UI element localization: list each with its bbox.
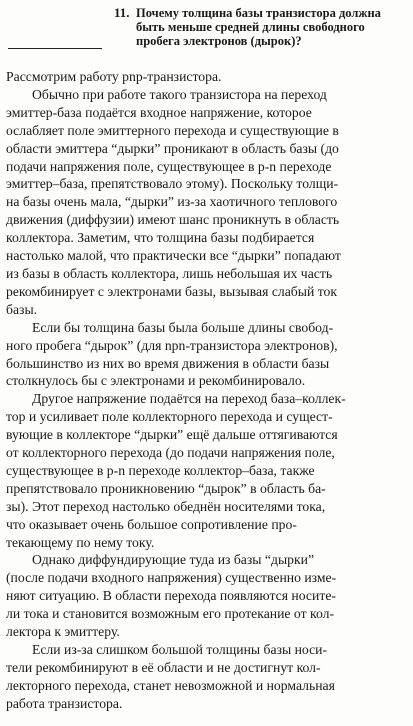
answer-line: лекторного перехода, станет невозможной и нормальная bbox=[6, 677, 335, 693]
question-rule-line bbox=[8, 48, 102, 49]
answer-line: эмиттер-база подаётся входное напряжение, которое bbox=[6, 104, 312, 120]
answer-line: Обычно при работе такого транзистора на переход bbox=[32, 86, 327, 102]
answer-line: ослабляет поле эмиттерного перехода и существующие в bbox=[6, 122, 339, 138]
answer-line: эмиттер–база, препятствовало этому). Поскольку толщи- bbox=[6, 176, 339, 192]
answer-line: зы). Этот переход настолько обеднён носителями тока, bbox=[6, 498, 326, 514]
answer-line: рекомбинирует с электронами базы, вызывая слабый ток bbox=[6, 283, 338, 299]
answer-line: вующие в коллекторе “дырки” ещё дальше оттягиваются bbox=[6, 427, 338, 443]
answer-text bbox=[6, 68, 408, 713]
answer-line: Если бы толщина базы была больше длины свобод- bbox=[32, 319, 334, 335]
answer-line: столкнулось бы с электронами и рекомбинировало. bbox=[6, 373, 306, 389]
answer-line: коллектора. Заметим, что толщина базы подбирается bbox=[6, 230, 315, 246]
answer-line: существующее в p-n переходе коллектор–база, также bbox=[6, 462, 315, 478]
answer-line: Однако диффундирующие туда из базы “дырки” bbox=[32, 552, 315, 568]
answer-line: подачи напряжения поле, существующее в p-n переходе bbox=[6, 158, 332, 174]
answer-line: Рассмотрим работу pnp-транзистора. bbox=[6, 69, 222, 84]
answer-line: базы. bbox=[6, 301, 38, 317]
answer-line: текающему по нему току. bbox=[6, 534, 155, 550]
answer-line: от коллекторного перехода (до подачи напряжения поле, bbox=[6, 445, 335, 461]
answer-line: препятствовало проникновению “дырок” в область ба- bbox=[6, 480, 326, 496]
answer-line: движения (диффузии) имеют шанс проникнуть в область bbox=[6, 212, 340, 228]
answer-line: области эмиттера “дырки” проникают в область базы (до bbox=[6, 140, 339, 156]
answer-line: тор и усиливает поле коллекторного перехода и сущест- bbox=[6, 409, 333, 425]
answer-line: ного пробега “дырок” (для npn-транзистора электронов), bbox=[6, 337, 338, 353]
answer-line: работа транзистора. bbox=[6, 695, 123, 711]
answer-line: ли тока и становится возможным его протекание от кол- bbox=[6, 606, 334, 622]
answer-line: Если из-за слишком большой толщины базы носи- bbox=[32, 642, 328, 657]
answer-line: (после подачи входного напряжения) существенно изме- bbox=[6, 570, 337, 586]
answer-line: настолько малой, что практически все “дырки” попадают bbox=[6, 248, 341, 264]
question-number: 11. bbox=[114, 5, 130, 20]
answer-line: тели рекомбинируют в её области и не достигнут кол- bbox=[6, 659, 321, 675]
answer-line: большинство из них во время движения в области базы bbox=[6, 355, 330, 371]
answer-line: лектора к эмиттеру. bbox=[6, 624, 120, 640]
answer-line: из базы в область коллектора, лишь небольшая их часть bbox=[6, 265, 333, 281]
answer-line: Другое напряжение подаётся на переход база–коллек- bbox=[32, 391, 346, 407]
answer-line: на базы очень мала, “дырки” из-за хаотичного теплового bbox=[6, 194, 338, 210]
answer-line: что оказывает очень большое сопротивление про- bbox=[6, 516, 297, 532]
answer-line: няют ситуацию. В области перехода появляются носите- bbox=[6, 588, 336, 604]
question-text: Почему толщина базы транзистора должна быть меньше средней длины свободного пробега электронов (дырок)? bbox=[136, 6, 381, 48]
question-header bbox=[6, 6, 406, 60]
